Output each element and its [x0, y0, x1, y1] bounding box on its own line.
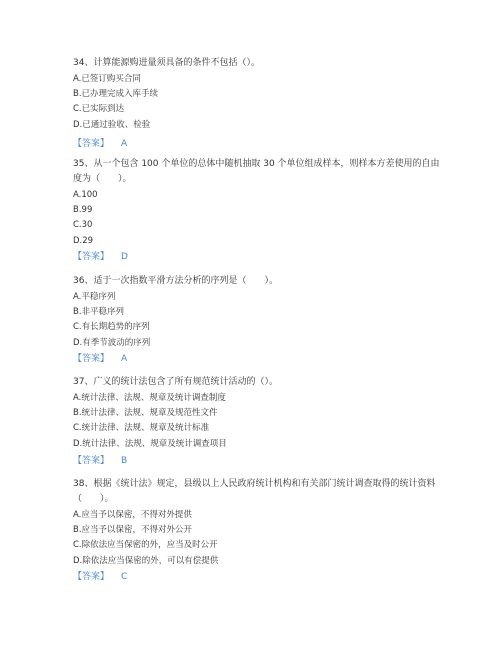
option-c: C.除依法应当保密的外，应当及时公开: [73, 540, 218, 551]
option-a: A.已签订购买合同: [73, 74, 141, 84]
question-stem: 35、从一个包含 100 个单位的总体中随机抽取 30 个单位组成样本，则样本方差使用的自由度为（ ）。: [73, 159, 440, 184]
option-a: A.平稳序列: [73, 292, 116, 302]
option-a: A.100: [73, 190, 98, 200]
option-d: D.有季节波动的序列: [73, 337, 151, 348]
answer-label: 【答案】: [73, 139, 110, 149]
answer-value: A: [121, 354, 128, 364]
option-b: B.统计法律、法规、规章及规范性文件: [73, 408, 218, 419]
option-a: A.统计法律、法规、规章及统计调查制度: [73, 393, 226, 403]
option-c: C.统计法律、法规、规章及统计标准: [73, 423, 210, 434]
option-c: C.30: [73, 220, 93, 231]
answer-label: 【答案】: [73, 572, 110, 582]
option-b: B.应当予以保密，不得对外公开: [73, 525, 193, 536]
option-b: B.已办理完成入库手续: [73, 89, 159, 100]
option-c: C.已实际到达: [73, 104, 125, 115]
option-c: C.有长期趋势的序列: [73, 322, 150, 333]
question-37: [73, 375, 443, 466]
question-36: [73, 274, 443, 364]
option-b: B.非平稳序列: [73, 307, 125, 318]
answer-value: A: [121, 139, 128, 149]
answer-value: B: [121, 456, 128, 466]
answer-label: 【答案】: [73, 354, 110, 364]
question-stem: 34、计算能源购进量须具备的条件不包括（）。: [73, 58, 260, 68]
answer-value: C: [121, 572, 128, 582]
answer-label: 【答案】: [73, 456, 110, 466]
question-stem: 36、适于一次指数平滑方法分析的序列是（ ）。: [73, 276, 278, 286]
answer-line: [73, 251, 128, 263]
option-d: D.29: [73, 235, 94, 246]
answer-value: D: [121, 252, 128, 262]
question-stem: 38、根据《统计法》规定，县级以上人民政府统计机构和有关部门统计调查取得的统计资料（ ）。: [73, 479, 436, 504]
question-38: [73, 477, 443, 582]
option-d: D.已通过验收、检验: [73, 119, 151, 130]
answer-line: [73, 353, 127, 365]
answer-line: [73, 455, 127, 467]
answer-line: [73, 138, 127, 150]
option-b: B.99: [73, 205, 93, 216]
option-d: D.统计法律、法规、规章及统计调查项目: [73, 438, 227, 449]
option-a: A.应当予以保密，不得对外提供: [73, 510, 192, 520]
question-34: [73, 56, 443, 149]
option-d: D.除依法应当保密的外，可以有偿提供: [73, 555, 219, 566]
question-stem: 37、广义的统计法包含了所有规范统计活动的（）。: [73, 377, 278, 387]
answer-line: [73, 571, 127, 583]
answer-label: 【答案】: [73, 252, 110, 262]
question-35: [73, 157, 443, 262]
